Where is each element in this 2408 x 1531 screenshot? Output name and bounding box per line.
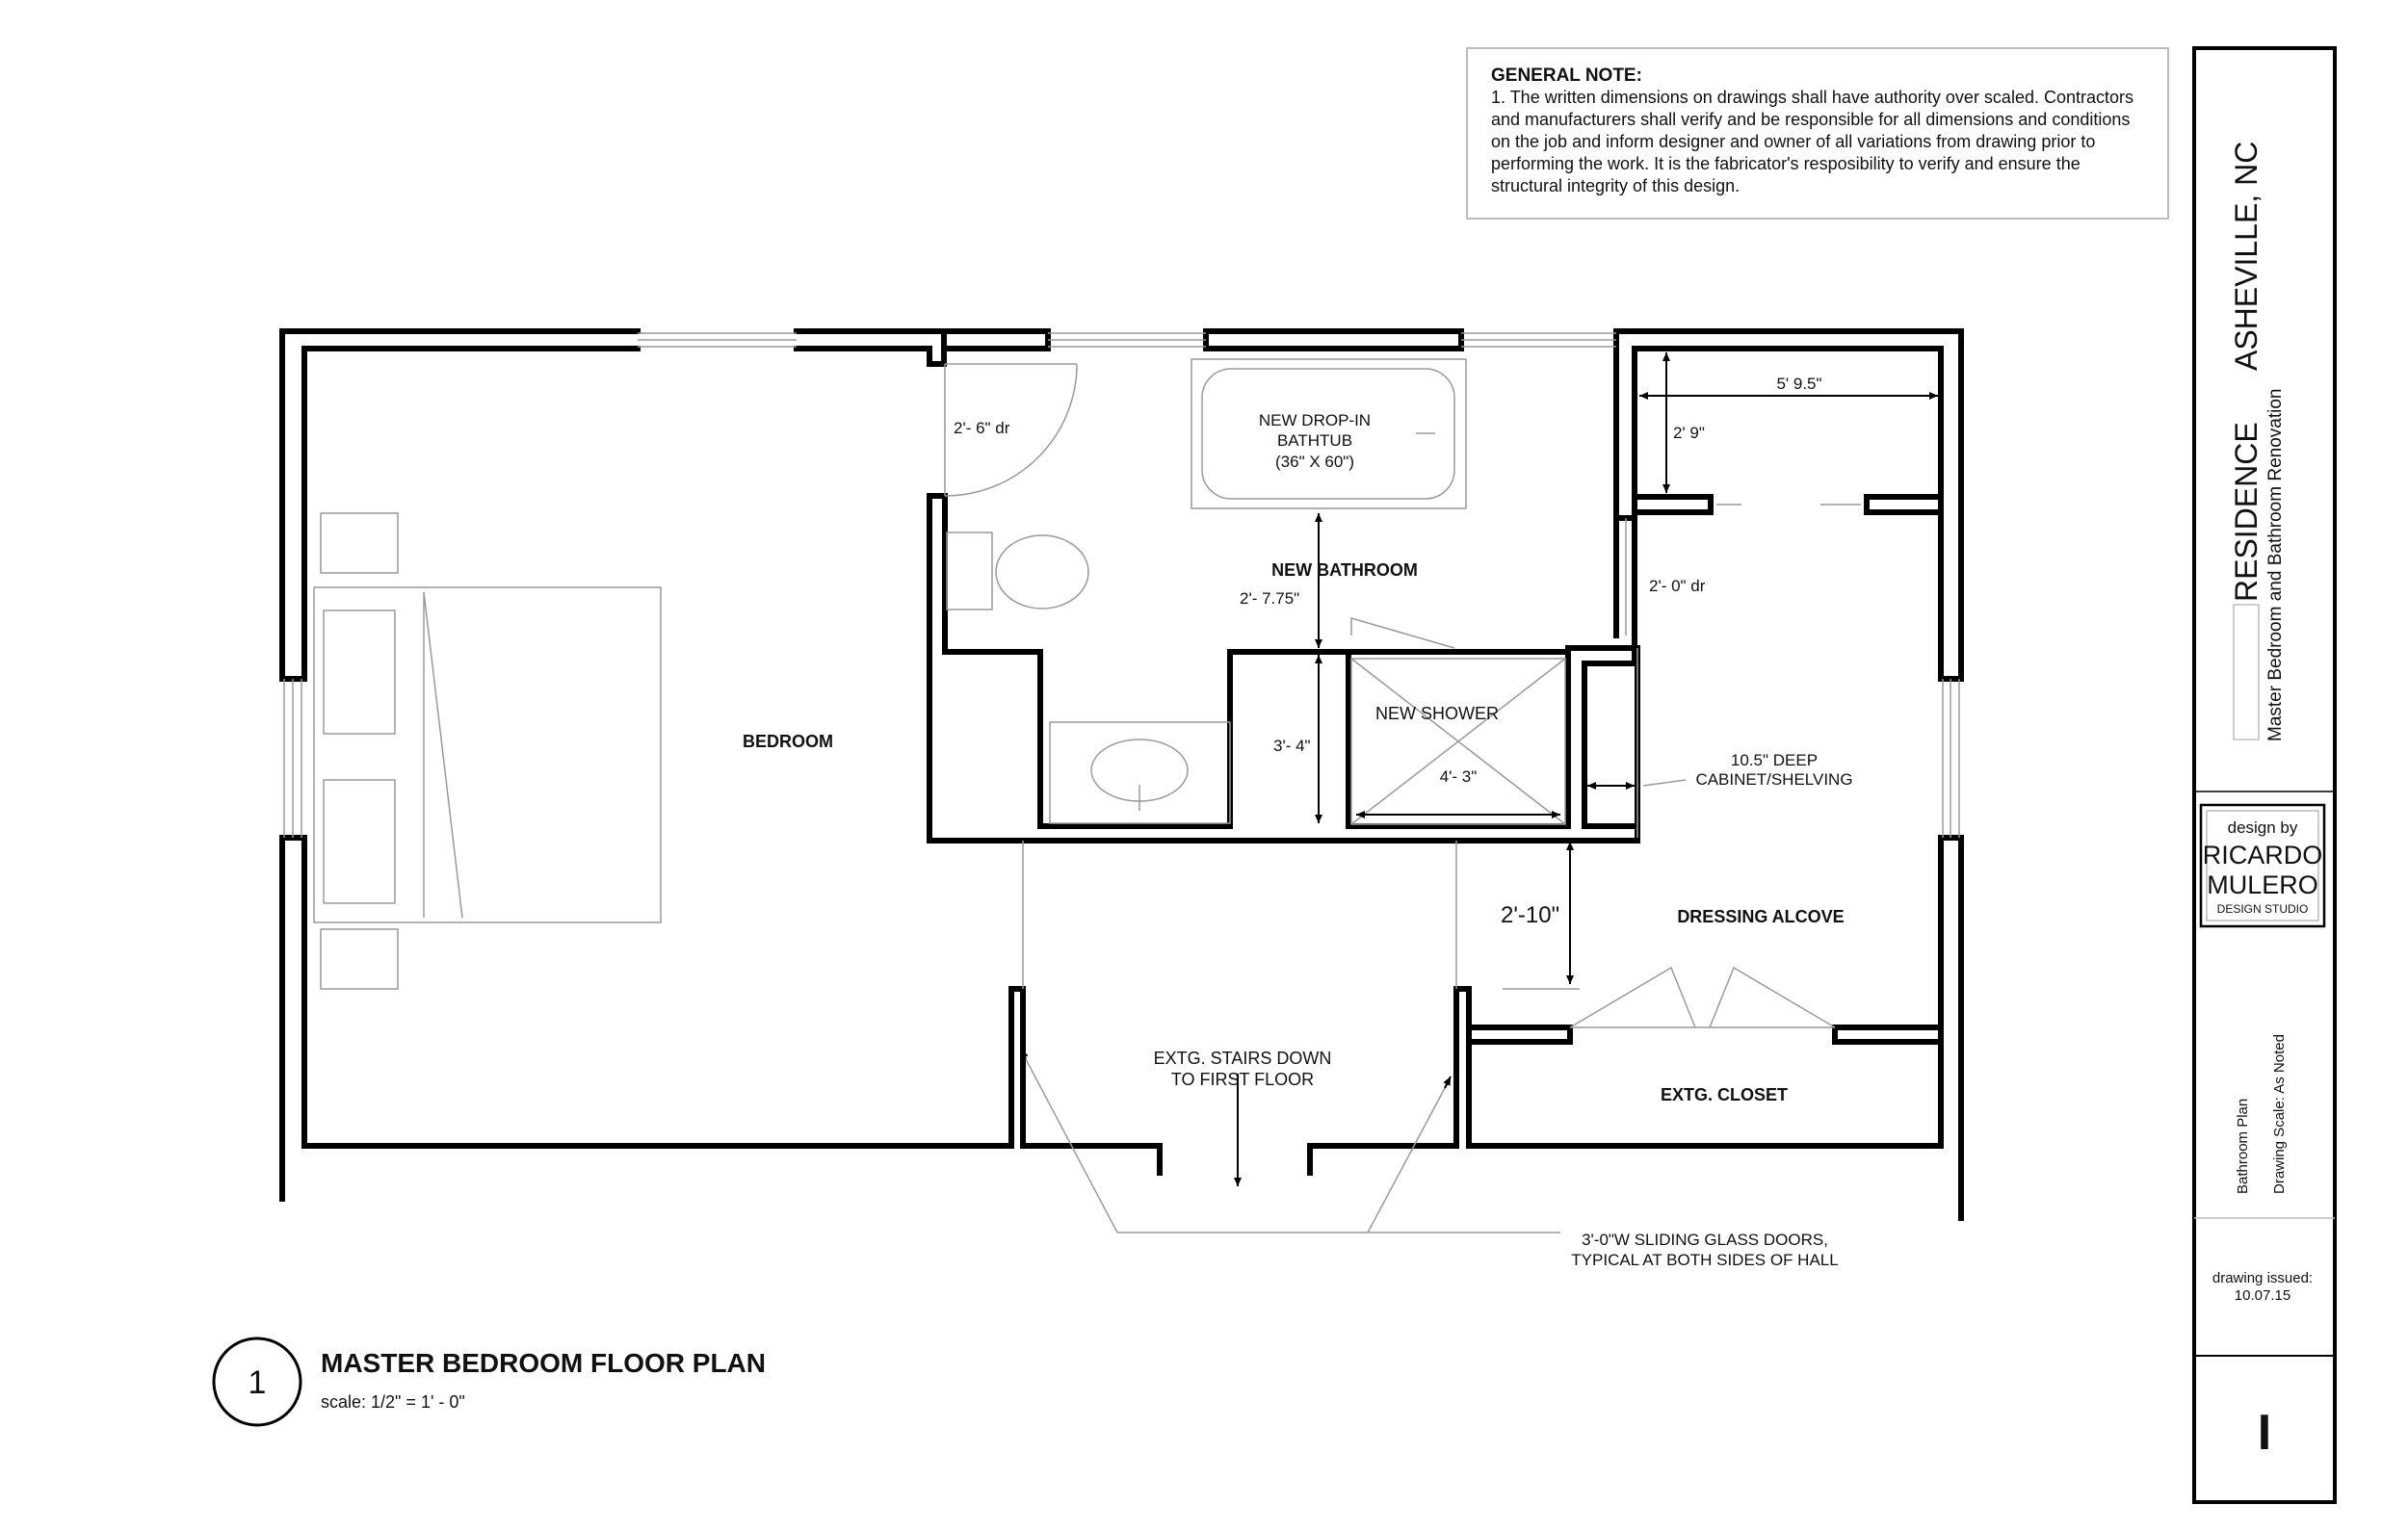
stairs-label-1: EXTG. STAIRS DOWN <box>1153 1049 1332 1068</box>
bathtub-label-3: (36" X 60") <box>1275 453 1354 471</box>
room-label-new-shower: NEW SHOWER <box>1375 704 1499 723</box>
dim-vanity-depth: 3'- 4" <box>1273 737 1311 755</box>
sliding-doors-label-1: 3'-0"W SLIDING GLASS DOORS, <box>1582 1231 1828 1249</box>
dim-alcove-depth: 2'-10" <box>1501 902 1560 928</box>
project-subtitle: Master Bedroom and Bathroom Renovation <box>2265 388 2286 741</box>
issued-label: drawing issued: <box>2212 1270 2314 1286</box>
general-note-title: GENERAL NOTE: <box>1491 65 1642 86</box>
dim-shower-width: 4'- 3" <box>1439 767 1478 786</box>
project-location: ASHEVILLE, NC <box>2229 141 2264 371</box>
dim-closet-depth: 2' 9" <box>1673 424 1705 442</box>
issued-date: 10.07.15 <box>2234 1287 2291 1304</box>
room-label-new-bathroom: NEW BATHROOM <box>1271 560 1418 580</box>
bathtub-label-2: BATHTUB <box>1276 431 1353 450</box>
dim-tub-clear: 2'- 7.75" <box>1240 589 1300 608</box>
room-label-extg-closet: EXTG. CLOSET <box>1660 1085 1789 1104</box>
sheet-number: I <box>2257 1405 2272 1461</box>
dim-door-bath: 2'- 6" dr <box>954 419 1010 437</box>
sliding-doors-label-2: TYPICAL AT BOTH SIDES OF HALL <box>1571 1251 1839 1269</box>
sheet-name: Bathroom Plan <box>2235 1098 2251 1194</box>
designer-name-2: MULERO <box>2207 870 2318 899</box>
plan-number: 1 <box>248 1364 267 1401</box>
plan-title: MASTER BEDROOM FLOOR PLAN <box>321 1348 766 1378</box>
title-block <box>2194 48 2335 1502</box>
cabinet-label-1: 10.5" DEEP <box>1730 751 1819 769</box>
designer-name-1: RICARDO <box>2202 841 2323 869</box>
room-label-bedroom: BEDROOM <box>743 732 833 751</box>
drawing-scale: Drawing Scale: As Noted <box>2271 1034 2288 1194</box>
dim-door-closet: 2'- 0" dr <box>1649 577 1706 595</box>
room-label-dressing-alcove: DRESSING ALCOVE <box>1677 907 1845 926</box>
designer-studio: DESIGN STUDIO <box>2216 902 2309 916</box>
bathtub-label-1: NEW DROP-IN <box>1258 411 1372 429</box>
dim-closet-width: 5' 9.5" <box>1776 375 1822 393</box>
cabinet-label-2: CABINET/SHELVING <box>1695 770 1853 789</box>
project-name: RESIDENCE <box>2229 422 2264 602</box>
stairs-label-2: TO FIRST FLOOR <box>1170 1070 1315 1089</box>
general-note-text: 1. The written dimensions on drawings shall have authority over scaled. Contractors and manufacturers shall verify and be responsible for all dimensions and conditions on the job and inform designer and owner of all variations from drawing prior to performing the work. It is the fabricator's resposibility to verify and ensure the structural integrity of this design. <box>1491 88 2134 195</box>
plan-scale: scale: 1/2" = 1' - 0" <box>321 1392 465 1412</box>
design-by-label: design by <box>2227 818 2298 837</box>
